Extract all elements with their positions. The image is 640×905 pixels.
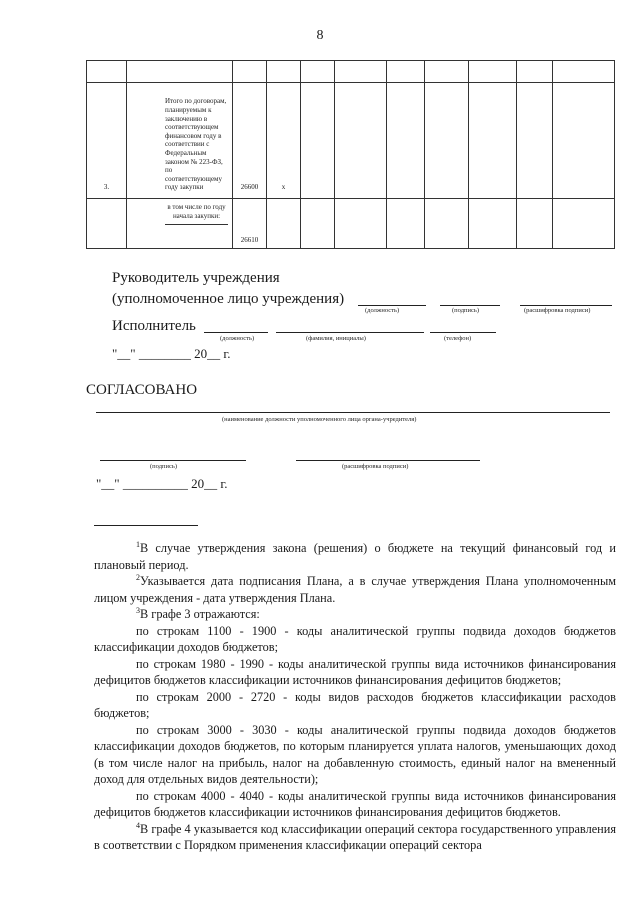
executor-phone-line [430, 332, 496, 333]
decoding-line [520, 305, 612, 306]
footnotes [94, 540, 616, 854]
agreed-caption-decoding: (расшифровка подписи) [342, 463, 409, 470]
row-name: Итого по договорам, планируемым к заключению в соответствующем финансовом году в соответствии с Федеральным законом № 223-ФЗ, по соответствующему году закупки [127, 83, 233, 199]
footnote-3-d: по строкам 3000 - 3030 - коды аналитической группы подвида доходов бюджетов классификации доходов бюджетов, по которым планируется уплата налогов, уменьшающих доход (в том числе налог на прибыль, налог на добавленную стоимость, единый налог на вмененный доход для отдельных видов деятельности); [94, 722, 616, 786]
page-number: 8 [316, 28, 324, 43]
executor-name-line [276, 332, 424, 333]
head-title-line1: Руководитель учреждения [112, 270, 280, 286]
head-title-line2: (уполномоченное лицо учреждения) [112, 291, 345, 307]
table-row [87, 199, 615, 249]
caption-position: (должность) [365, 307, 400, 314]
agreed-decoding-line [296, 460, 480, 461]
agreed-title: СОГЛАСОВАНО [86, 382, 198, 398]
caption-org: (наименование должности уполномоченного лица органа-учредителя) [222, 416, 417, 423]
executor-position-line [204, 332, 268, 333]
caption-name: (фамилия, инициалы) [306, 335, 366, 342]
footnote-3-c: по строкам 2000 - 2720 - коды видов расходов бюджетов классификации расходов бюджетов; [94, 689, 616, 720]
agreed-date: "__" __________ 20__ г. [96, 476, 228, 491]
footnote-3-a: по строкам 1100 - 1900 - коды аналитической группы подвида доходов бюджетов классификации доходов бюджетов; [94, 623, 616, 654]
plan-table [86, 60, 615, 249]
footnote-3-head: $^3$В графе 3 отражаются: [136, 605, 260, 621]
footnote-separator [94, 525, 198, 526]
signature-line [440, 305, 500, 306]
agreed-org-line [96, 412, 610, 413]
agreed-caption-signature: (подпись) [150, 463, 177, 470]
row-number: 3. [87, 83, 127, 199]
table-row [87, 83, 615, 199]
caption-phone: (телефон) [444, 335, 472, 342]
footnote-3-e: по строкам 4000 - 4040 - коды аналитической группы вида источников финансирования дефицитов бюджетов классификации источников финансирования дефицитов бюджетов. [94, 788, 616, 819]
footnote-2: $^2$Указывается дата подписания Плана, а в случае утверждения Плана уполномоченным лицом учреждения - дата утверждения Плана. [94, 572, 616, 605]
executor-date: "__" ________ 20__ г. [112, 346, 231, 361]
position-line [358, 305, 426, 306]
caption-position2: (должность) [220, 335, 255, 342]
row-sub-name: в том числе по году начала закупки: [165, 203, 228, 225]
caption-signature: (подпись) [452, 307, 479, 314]
row-col4: х [267, 83, 301, 199]
footnote-4: $^4$В графе 4 указывается код классификации операций сектора государственного управления в соответствии с Порядком применения классификации операций сектора [94, 820, 616, 852]
caption-decoding: (расшифровка подписи) [524, 307, 591, 314]
row-code: 26600 [233, 83, 267, 199]
table-row [87, 61, 615, 83]
agreed-signature-line [100, 460, 246, 461]
executor-label: Исполнитель [112, 318, 196, 334]
footnote-1: $^1$В случае утверждения закона (решения) о бюджете на текущий финансовый год и плановый период. [94, 539, 616, 572]
footnote-3-b: по строкам 1980 - 1990 - коды аналитической группы вида источников финансирования дефицитов бюджетов классификации источников финансирования дефицитов бюджетов; [94, 656, 616, 687]
row-sub-code: 26610 [233, 199, 267, 249]
